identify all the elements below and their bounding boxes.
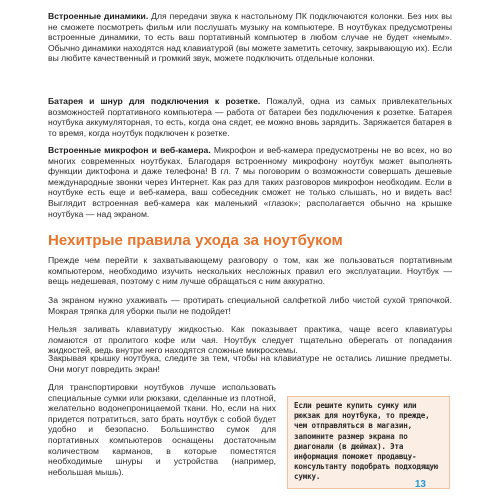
section-heading: Нехитрые правила ухода за ноутбуком [48, 232, 343, 249]
paragraph-microphone [48, 145, 452, 219]
text-microphone: Микрофон и веб-камера предусмотрены не во всех, но во многих современных ноутбуках. Благодаря встроенному микрофону ноутбук может выполнять функции диктофона и даже телефона! В гл. 7 мы поговорим о возможности совершать дешевые международные звонки через Интернет. Как раз для таких разговоров микрофон необходим. Если в ноутбуке есть еще и веб-камера, ваш собеседник сможет не только слышать, но и видеть вас! Выглядит встроенная веб-камера как маленький «глазок»; располагается обычно на крышке ноутбука — над экраном. [48, 145, 452, 219]
paragraph-battery [48, 96, 452, 138]
term-microphone: Встроенные микрофон и веб-камера. [48, 145, 211, 155]
rule-close-lid: Закрывая крышку ноутбука, следите за тем, чтобы на клавиатуре не остались лишние предметы. Они могут повредить экран! [48, 353, 452, 374]
rule-no-liquids: Нельзя заливать клавиатуру жидкостью. Как показывает практика, чаще всего клавиатуры ломаются от пролитого кофе или чая. Ноутбук следует тщательно оберегать от попадания жидкостей, ведь внутри него находятся сложные микросхемы. [48, 324, 452, 356]
paragraph-speakers [48, 11, 452, 64]
rule-screen-care: За экраном нужно ухаживать — протирать специальной салфеткой либо чистой сухой тряпочкой. Мокрая тряпка для уборки пыли не подойдет! [48, 295, 452, 316]
sidebar-tip-box [287, 396, 450, 489]
text-speakers: Для передачи звука к настольному ПК подключаются колонки. Без них вы не сможете посмотреть фильм или послушать музыку на компьютере. В ноутбуках предусмотрены встроенные динамики, то есть ваш портативный компьютер в любом случае не будет «немым». Обычно динамики находятся над клавиатурой (вы можете заметить сеточку, закрывающую их). Если вы любите качественный и громкий звук, можете подключить отдельные колонки. [48, 11, 453, 64]
term-speakers: Встроенные динамики. [48, 11, 149, 21]
term-battery: Батарея и шнур для подключения к розетке. [48, 96, 261, 106]
rule-transport: Для транспортировки ноутбуков лучше использовать специальные сумки или рюкзаки, сделанные из плотной, желательно водонепроницаемой ткани. Но, если на них придется потратиться, зато брать ноутбук с собой будет удобно и безопасно. Большинство сумок для портативных компьютеров оснащены достаточным количеством карманов, в которые поместятся необходимые шнуры и устройства (например, небольшая мышь). [48, 382, 276, 477]
sidebar-tip-text: Если решите купить сумку или рюкзак для ноутбука, то прежде, чем отправляться в магазин, запомните размер экрана по диагонали (в дюймах). Эта информация поможет продавцу-консультанту подобрать подходящую сумку. [294, 401, 439, 482]
page-number: 13 [414, 479, 426, 490]
rule-intro: Прежде чем перейти к захватывающему разговору о том, как же пользоваться портативным компьютером, необходимо изучить нескольких несложных правил его эксплуатации. Ноутбук — вещь недешевая, поэтому с ним лучше обращаться с ним аккуратно. [48, 255, 452, 287]
text-battery: Пожалуй, одна из самых привлекательных возможностей портативного компьютера — работа от батареи без подключения к розетке. Батарея ноутбука аккумуляторная, то есть, когда она сядет, ее можно вновь зарядить. Заряжается батарея в то время, когда ноутбук подключен к розетке. [48, 96, 452, 138]
